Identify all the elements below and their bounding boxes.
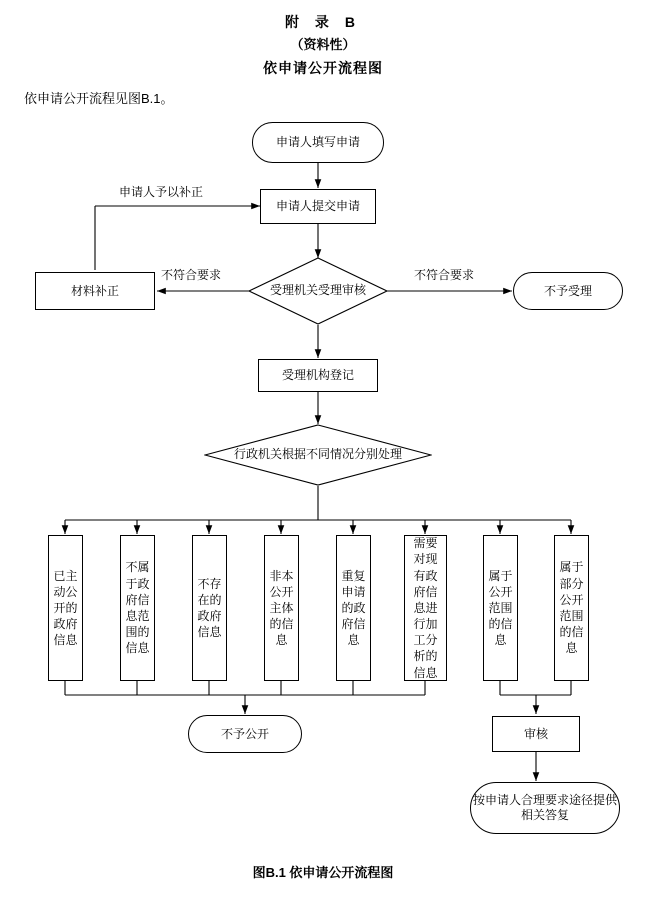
node-classify-decision [204, 424, 432, 486]
branch-box-8-label: 属于部分公开范围的信息 [559, 560, 584, 656]
branch-box-4-label: 非本公开主体的信息 [269, 568, 294, 648]
node-classify-label: 行政机关根据不同情况分别处理 [233, 447, 402, 462]
branch-box-1 [48, 535, 83, 681]
branch-box-6 [404, 535, 447, 681]
node-no-disclose: 不予公开 [188, 715, 302, 753]
branch-box-3-label: 不存在的政府信息 [197, 576, 222, 640]
edge-label-not-meet-left: 不符合要求 [161, 268, 222, 282]
branch-box-5 [336, 535, 371, 681]
node-register: 受理机构登记 [258, 359, 378, 392]
edge-label-correct: 申请人予以补正 [119, 185, 204, 199]
branch-box-7-label: 属于公开范围的信息 [488, 568, 513, 648]
node-audit: 审核 [492, 716, 580, 752]
node-material-supplement: 材料补正 [35, 272, 155, 310]
branch-box-7 [483, 535, 518, 681]
page-title-name: 依申请公开流程图 [263, 60, 383, 76]
edge-label-not-meet-right: 不符合要求 [414, 268, 475, 282]
figure-caption: 图B.1 依申请公开流程图 [252, 865, 394, 880]
node-reject-acceptance: 不予受理 [513, 272, 623, 310]
node-review-label: 受理机关受理审核 [269, 283, 366, 298]
branch-box-6-label: 需要对现有政府信息进行加工分析的信息 [413, 536, 438, 680]
branch-box-5-label: 重复申请的政府信息 [341, 568, 366, 648]
node-reply: 按申请人合理要求途径提供相关答复 [470, 782, 620, 834]
branch-box-1-label: 已主动公开的政府信息 [53, 568, 78, 648]
branch-box-2 [120, 535, 155, 681]
page-title-appendix: 附 录 B [285, 14, 361, 30]
intro-text: 依申请公开流程见图B.1。 [24, 91, 174, 106]
branch-box-8 [554, 535, 589, 681]
branch-box-3 [192, 535, 227, 681]
node-submit-application: 申请人提交申请 [260, 189, 376, 224]
branch-box-2-label: 不属于政府信息范围的信息 [125, 560, 150, 656]
page-subtitle: （资料性） [290, 37, 356, 52]
node-review-decision [248, 257, 388, 325]
node-start: 申请人填写申请 [252, 122, 384, 163]
branch-box-4 [264, 535, 299, 681]
